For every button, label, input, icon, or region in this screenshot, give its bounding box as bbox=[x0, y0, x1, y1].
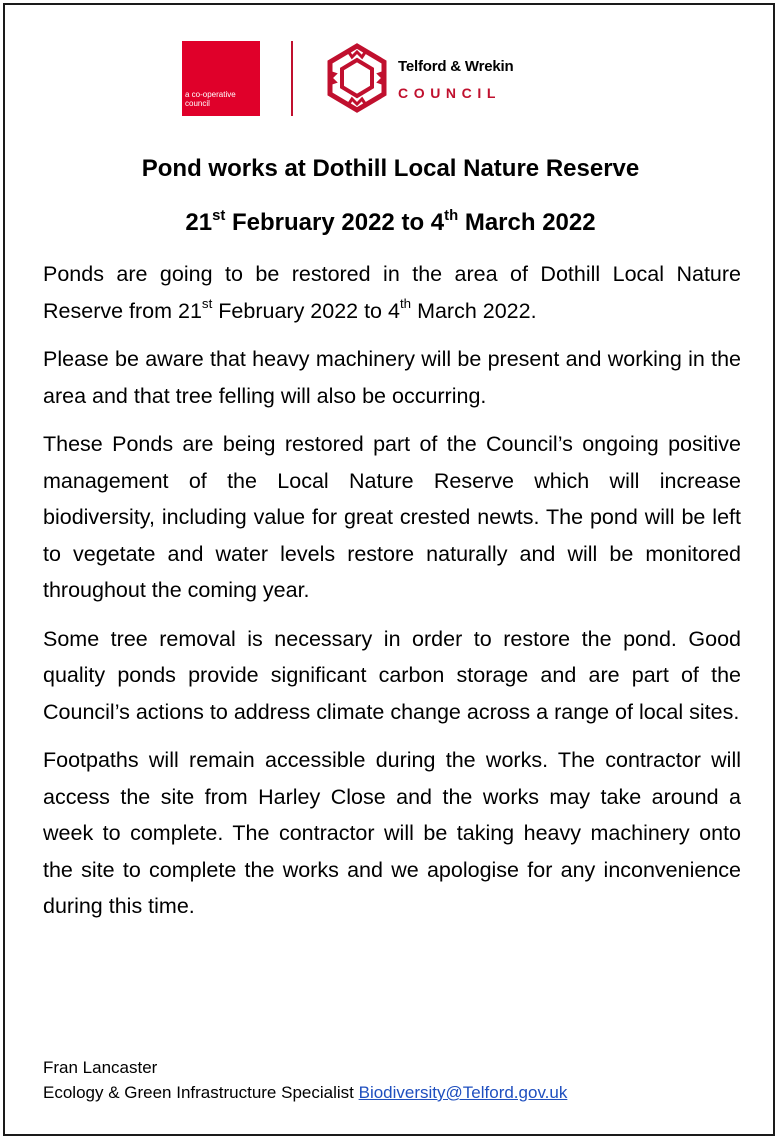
signature-name: Fran Lancaster bbox=[43, 1058, 158, 1077]
coop-logo-text: a co-operative council bbox=[185, 90, 236, 108]
council-name-line2: COUNCIL bbox=[398, 85, 501, 101]
p1-text-c: March 2022. bbox=[417, 298, 537, 323]
paragraph-restoration: These Ponds are being restored part of the Council’s ongoing positive management of the Local Nature Reserve which will increase biodiversity, including value for great crested newts. The pond will be left to vegetate and water levels restore naturally and will be monitored throughout the coming year. bbox=[43, 432, 741, 602]
start-rest: February 2022 to 4 bbox=[232, 209, 445, 236]
p1-text-a: Ponds are going to be restored in the area of Dothill Local Nature Reserve from 21 bbox=[43, 262, 741, 323]
end-rest: March 2022 bbox=[464, 209, 596, 236]
paragraph-tree-removal: Some tree removal is necessary in order to restore the pond. Good quality ponds provide significant carbon storage and are part of the Council’s actions to address climate change across a range of local sites. bbox=[43, 626, 741, 724]
co-operative-council-logo bbox=[182, 41, 260, 116]
telford-wrekin-emblem-icon bbox=[322, 43, 392, 113]
start-day: 21 bbox=[185, 209, 213, 236]
start-suffix: st bbox=[212, 207, 226, 224]
paragraph-dates bbox=[43, 256, 741, 329]
signature-role-line bbox=[43, 1080, 567, 1105]
signature-block bbox=[43, 1055, 567, 1105]
p1-text-b: February 2022 to 4 bbox=[218, 298, 400, 323]
p1-sup-2: th bbox=[399, 296, 412, 312]
signature-role: Ecology & Green Infrastructure Specialist bbox=[43, 1083, 354, 1102]
page-title: Pond works at Dothill Local Nature Reserve bbox=[141, 155, 640, 182]
email-link[interactable]: Biodiversity@Telford.gov.uk bbox=[358, 1083, 568, 1102]
paragraph-machinery: Please be aware that heavy machinery will be present and working in the area and that tree felling will also be occurring. bbox=[43, 347, 741, 408]
p1-sup-1: st bbox=[201, 296, 213, 312]
paragraph-footpaths: Footpaths will remain accessible during the works. The contractor will access the site from Harley Close and the works may take around a week to complete. The contractor will be taking heavy machinery onto the site to complete the works and we apologise for any inconvenience during this time. bbox=[43, 748, 741, 918]
date-range-heading bbox=[0, 208, 781, 238]
notice-body bbox=[43, 256, 741, 937]
logo-divider bbox=[291, 41, 293, 116]
end-suffix: th bbox=[444, 207, 459, 224]
council-name-line1: Telford & Wrekin bbox=[398, 58, 514, 75]
